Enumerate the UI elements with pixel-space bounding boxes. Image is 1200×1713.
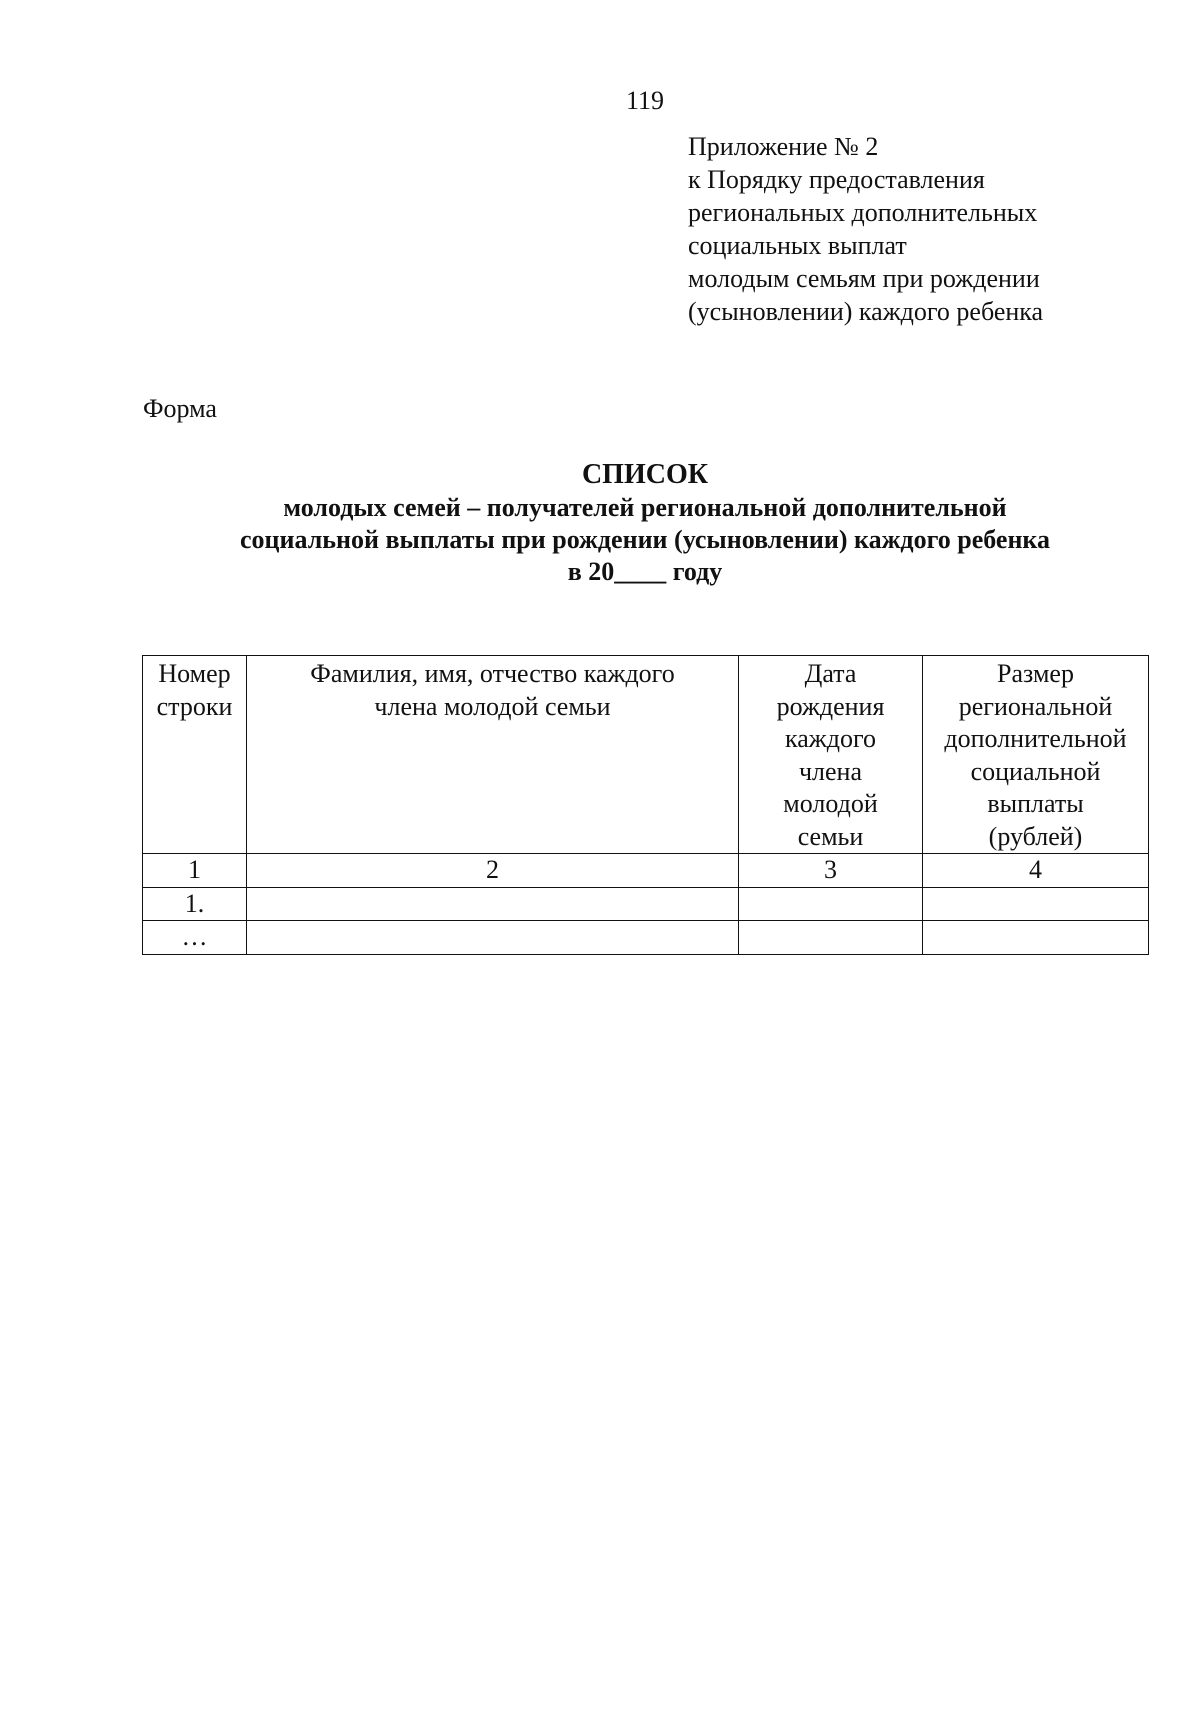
table-cell	[739, 887, 923, 921]
column-number: 1	[143, 854, 247, 888]
header-text: Размер	[997, 659, 1074, 688]
table-row	[143, 921, 1149, 955]
header-birth-date	[739, 656, 923, 854]
appendix-line: Приложение № 2	[688, 132, 879, 161]
header-payment-amount	[923, 656, 1149, 854]
table-cell	[923, 921, 1149, 955]
header-text: Фамилия, имя, отчество каждого	[310, 659, 675, 688]
table-header-row	[143, 656, 1149, 854]
header-text: молодой	[783, 789, 878, 818]
header-text: семьи	[797, 821, 864, 851]
header-text: дополнительной	[944, 724, 1127, 753]
header-text: члена молодой семьи	[374, 691, 611, 721]
appendix-line: (усыновлении) каждого ребенка	[688, 297, 1044, 326]
appendix-line: к Порядку предоставления	[688, 165, 985, 194]
header-text: выплаты	[987, 789, 1084, 818]
appendix-line: региональных дополнительных	[688, 198, 1038, 227]
header-text: члена	[798, 756, 863, 786]
table-row	[143, 887, 1149, 921]
header-text: (рублей)	[988, 821, 1083, 851]
column-number: 3	[739, 854, 923, 888]
appendix-line: социальных выплат	[688, 231, 907, 260]
table-cell	[923, 887, 1149, 921]
title-main: СПИСОК	[581, 459, 709, 490]
title-line: молодых семей – получателей региональной дополнительной	[283, 493, 1007, 522]
table-cell: 1.	[143, 887, 247, 921]
header-text: региональной	[958, 691, 1113, 721]
header-text: социальной	[970, 756, 1101, 786]
table-cell	[739, 921, 923, 955]
table-cell	[247, 921, 739, 955]
header-text: каждого	[785, 724, 876, 753]
appendix-note	[688, 130, 1043, 328]
document-title	[143, 458, 1147, 588]
column-number: 4	[923, 854, 1149, 888]
recipients-table	[142, 655, 1149, 955]
header-text: Дата	[804, 659, 857, 688]
title-line: в 20____ году	[567, 557, 723, 586]
page-number: 119	[625, 86, 665, 115]
header-text: Номер	[158, 659, 231, 688]
title-line: социальной выплаты при рождении (усыновлении) каждого ребенка	[239, 525, 1051, 554]
header-full-name	[247, 656, 739, 854]
table-cell	[247, 887, 739, 921]
column-number: 2	[247, 854, 739, 888]
table-cell: …	[143, 921, 247, 955]
header-row-number	[143, 656, 247, 854]
header-text: строки	[156, 691, 233, 721]
appendix-line: молодым семьям при рождении	[688, 264, 1040, 293]
header-text: рождения	[776, 691, 885, 721]
form-label: Форма	[143, 394, 217, 423]
column-number-row	[143, 854, 1149, 888]
